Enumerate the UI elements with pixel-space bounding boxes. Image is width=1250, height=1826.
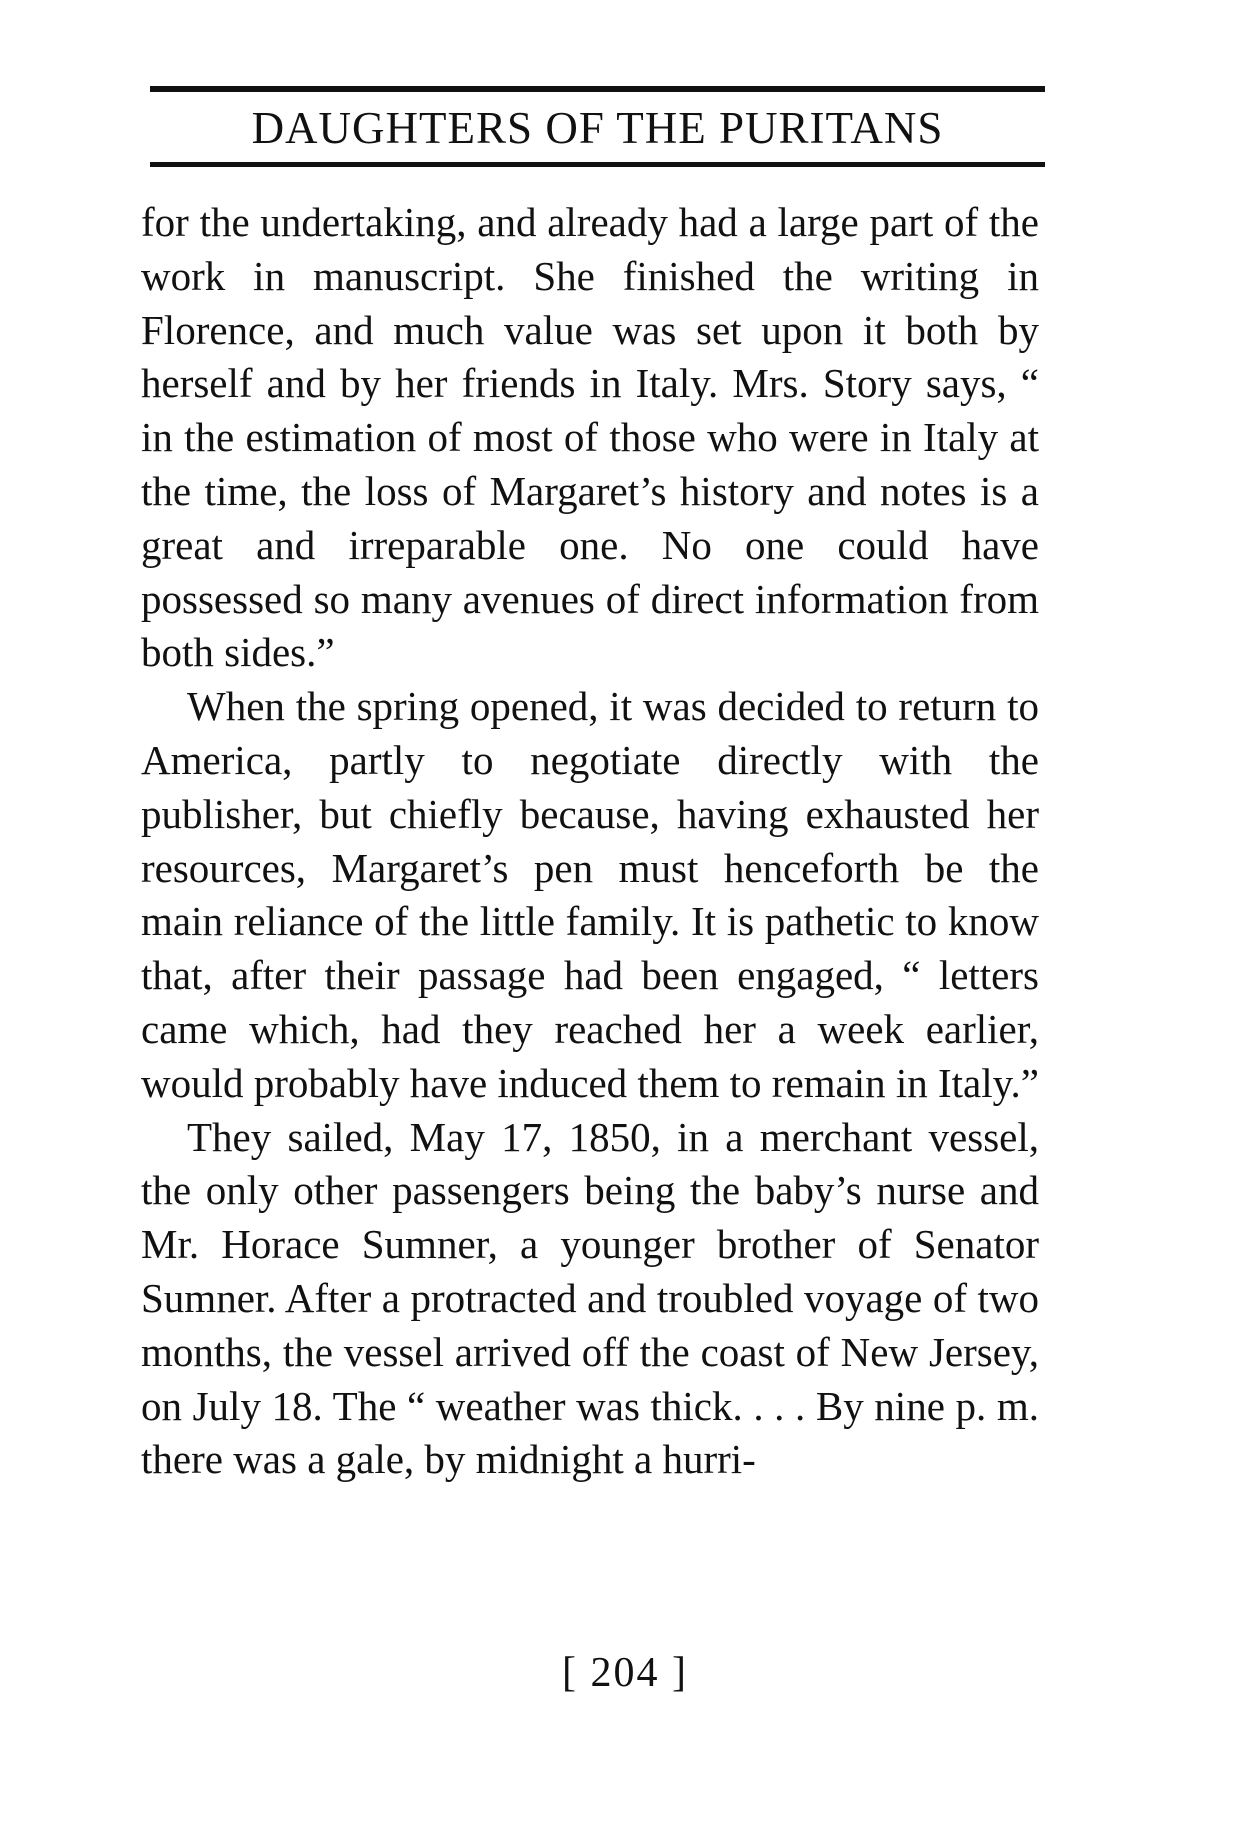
page-number: [ 204 ]: [562, 1650, 688, 1696]
header-rule-top: [150, 86, 1045, 92]
paragraph: They sailed, May 17, 1850, in a merchant vessel, the only other passengers being the baby’s nurse and Mr. Horace Sumner, a younger brother of Senator Sumner. After a protracted and troubled voyage of two months, the vessel arrived off the coast of New Jersey, on July 18. The “ weather was thick. . . . By nine p. m. there was a gale, by midnight a hurri-: [141, 1113, 1039, 1483]
body-text: [141, 196, 1039, 1487]
running-title: DAUGHTERS OF THE PURITANS: [251, 103, 944, 153]
paragraph-continuation: for the undertaking, and already had a large part of the work in manuscript. She finished the writing in Florence, and much value was set upon it both by herself and by her friends in Italy. Mrs. Story says, “ in the estimation of most of those who were in Italy at the time, the loss of Margaret’s history and notes is a great and irreparable one. No one could have possessed so many avenues of direct information from both sides.”: [141, 199, 1039, 676]
paragraph: When the spring opened, it was decided to return to America, partly to negotiate directly with the publisher, but chiefly because, having exhausted her resources, Margaret’s pen must henceforth be the main reliance of the little family. It is pathetic to know that, after their passage had been engaged, “ letters came which, had they reached her a week earlier, would probably have induced them to remain in Italy.”: [141, 683, 1039, 1106]
header-rule-bottom: [150, 162, 1045, 167]
